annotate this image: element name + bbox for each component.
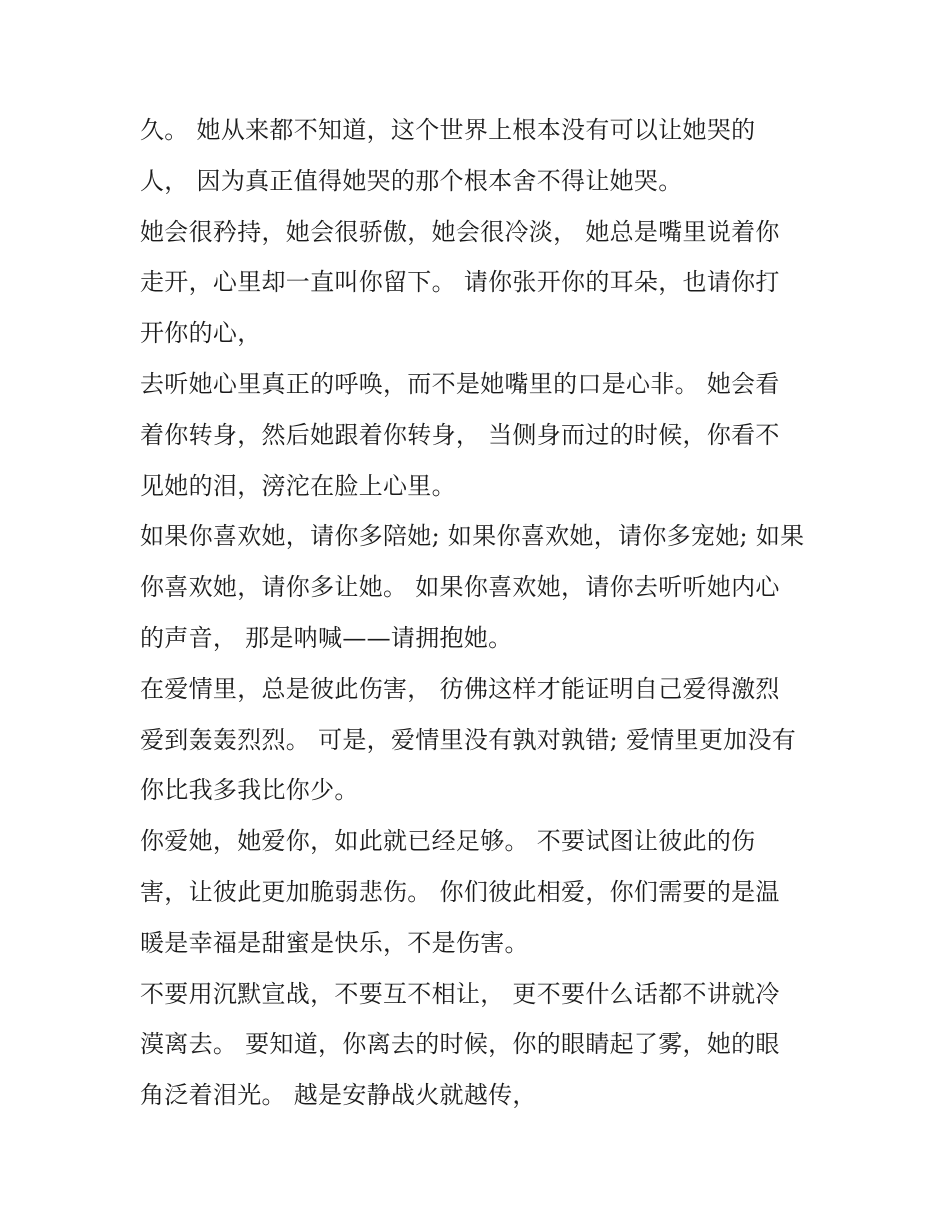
text-line: 你爱她，她爱你，如此就已经足够。 不要试图让彼此的伤 — [140, 827, 756, 856]
text-line: 爱到轰轰烈烈。 可是，爱情里没有孰对孰错; 爱情里更加没有 — [140, 725, 797, 754]
text-line: 久。 她从来都不知道，这个世界上根本没有可以让她哭的 — [140, 116, 756, 144]
text-line: 如果你喜欢她，请你多陪她; 如果你喜欢她，请你多宠她; 如果 — [140, 522, 805, 551]
text-line: 她会很矜持，她会很骄傲，她会很冷淡， 她总是嘴里说着你 — [140, 217, 780, 246]
text-line: 暖是幸福是甜蜜是快乐，不是伤害。 — [140, 928, 529, 957]
text-line: 不要用沉默宣战，不要互不相让， 更不要什么话都不讲就冷 — [140, 979, 780, 1008]
text-line: 害，让彼此更加脆弱悲伤。 你们彼此相爱，你们需要的是温 — [140, 877, 780, 906]
text-line: 开你的心， — [140, 319, 262, 348]
text-line: 见她的泪，滂沱在脸上心里。 — [140, 471, 456, 500]
text-line: 在爱情里，总是彼此伤害， 彷佛这样才能证明自己爱得激烈 — [140, 674, 780, 703]
text-line: 你喜欢她，请你多让她。 如果你喜欢她，请你去听听她内心 — [140, 573, 780, 602]
text-line: 角泛着泪光。 越是安静战火就越传， — [140, 1081, 537, 1110]
text-line: 去听她心里真正的呼唤，而不是她嘴里的口是心非。 她会看 — [140, 369, 780, 398]
text-line: 人， 因为真正值得她哭的那个根本舍不得让她哭。 — [140, 166, 683, 195]
text-line: 你比我多我比你少。 — [140, 776, 359, 805]
text-line: 的声音， 那是呐喊——请拥抱她。 — [140, 623, 513, 652]
body-text — [140, 105, 820, 1121]
text-line: 漠离去。 要知道，你离去的时候，你的眼睛起了雾，她的眼 — [140, 1030, 780, 1059]
text-line: 着你转身，然后她跟着你转身， 当侧身而过的时候，你看不 — [140, 420, 780, 449]
text-line: 走开，心里却一直叫你留下。 请你张开你的耳朵，也请你打 — [140, 268, 780, 297]
